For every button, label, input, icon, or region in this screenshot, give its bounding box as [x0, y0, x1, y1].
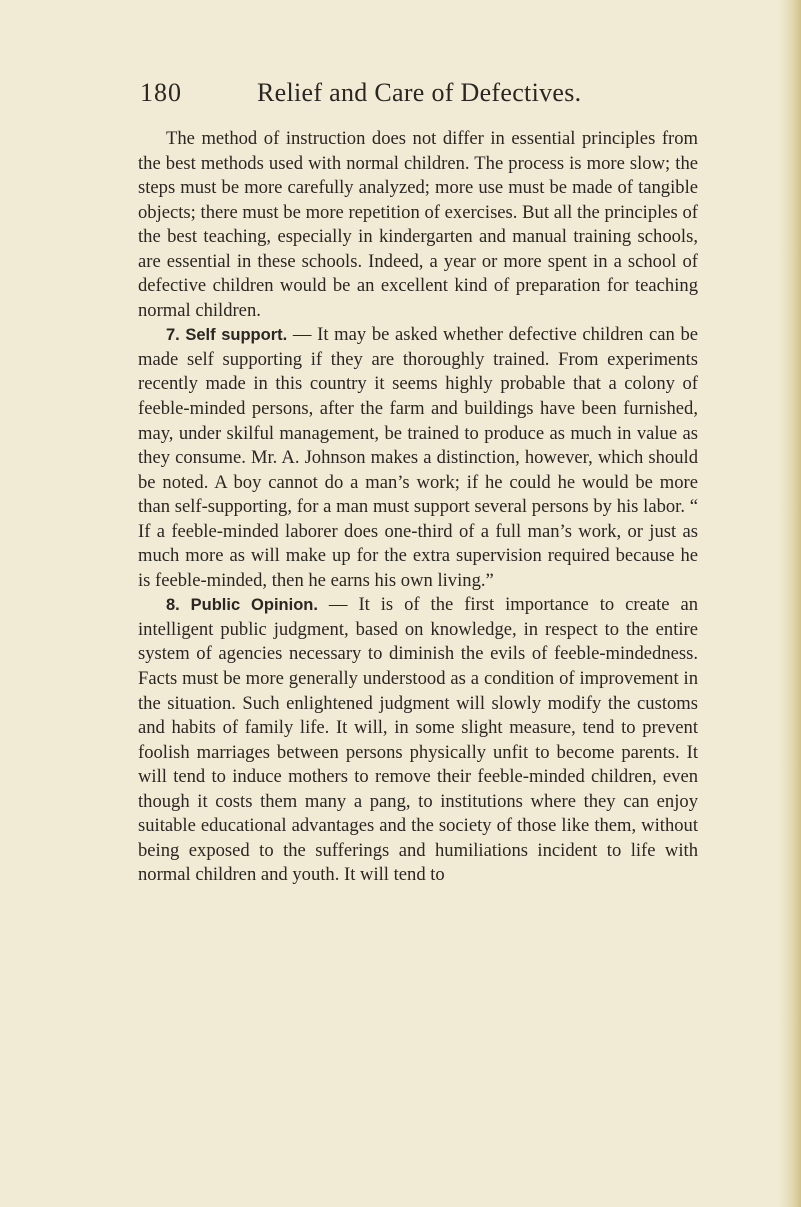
paragraph-text: The method of instruction does not differ in essential principles from the best methods used with normal children. The process is more slow; the steps must be more carefully analyzed; more use must be made of tangible objects; there must be more repetition of exercises. But all the principles of the best teaching, especially in kindergarten and manual training schools, are essential in these schools. Indeed, a year or more spent in a school of defective children would be an excellent kind of preparation for teaching normal children.: [138, 128, 698, 321]
body-text: [138, 127, 698, 888]
running-title: Relief and Care of Defectives.: [257, 78, 582, 107]
paragraph-method-of-instruction: [138, 127, 698, 323]
page-edge-shadow: [779, 0, 801, 1207]
paragraph-public-opinion: [138, 593, 698, 888]
paragraph-self-support: [138, 323, 698, 593]
page-header: [140, 78, 700, 118]
paragraph-text: — It may be asked whether defective children can be made self supporting if they are thoroughly trained. From experiments recently made in this country it seems highly probable that a colony of feeble-minded persons, after the farm and buildings have been furnished, may, under skilful management, be trained to produce as much in value as they consume. Mr. A. Johnson makes a distinction, however, which should be noted. A boy cannot do a man’s work; if he could he would be more than self-supporting, for a man must support several persons by his labor. “ If a feeble-minded laborer does one-third of a full man’s work, or just as much more as will make up for the extra supervision required because he is feeble-minded, then he earns his own living.”: [138, 324, 698, 591]
section-heading-public-opinion: 8. Public Opinion.: [166, 596, 318, 615]
paragraph-text: — It is of the first importance to create an intelligent public judgment, based on knowledge, in respect to the entire system of agencies necessary to diminish the evils of feeble-mindedness. Facts must be more generally understood as a condition of improvement in the situation. Such enlightened judgment will slowly modify the customs and habits of family life. It will, in some slight measure, tend to prevent foolish marriages between persons physically unfit to become parents. It will tend to induce mothers to remove their feeble-minded children, even though it costs them many a pang, to institutions where they can enjoy suitable educational advantages and the society of those like them, without being exposed to the sufferings and humiliations incident to life with normal children and youth. It will tend to: [138, 594, 698, 886]
section-heading-self-support: 7. Self support.: [166, 326, 288, 345]
page-number: 180: [140, 78, 182, 107]
